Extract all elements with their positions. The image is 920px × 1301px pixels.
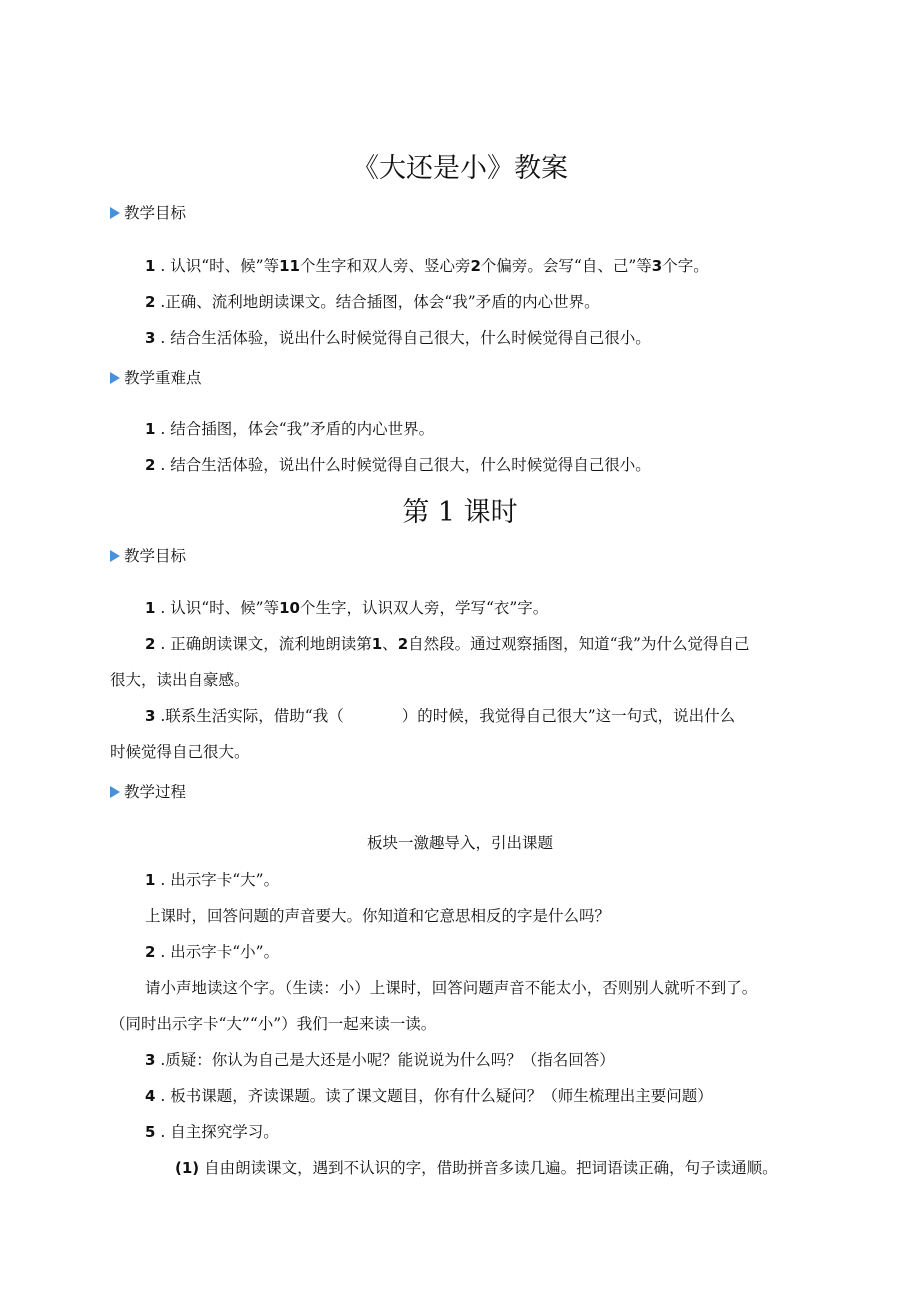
keypoint-text: . 结合插图，体会“我”矛盾的内心世界。 — [155, 420, 435, 438]
goal-text: 个字。 — [662, 257, 709, 275]
list-number: 2 — [145, 943, 156, 961]
inline-number: 10 — [279, 599, 300, 617]
lesson-goal-item-1 — [145, 597, 548, 619]
process-step-4 — [145, 1085, 713, 1107]
list-number: 2 — [145, 635, 156, 653]
section-heading-process — [110, 781, 186, 803]
keypoint-item-1 — [145, 418, 434, 440]
goal-text: . 认识“时、候”等 — [155, 257, 280, 275]
process-step-1 — [145, 869, 279, 891]
goal-item-2 — [145, 291, 600, 313]
triangle-bullet-icon — [110, 786, 120, 798]
list-number: 3 — [145, 1051, 156, 1069]
goal-text: 个偏旁。会写“自、己”等 — [480, 257, 652, 275]
list-number: 1 — [145, 599, 156, 617]
list-number: 4 — [145, 1087, 156, 1105]
step-text: . 出示字卡“小”。 — [155, 943, 280, 961]
section-heading-keypoints — [110, 367, 202, 389]
lesson-goal-item-2 — [145, 633, 749, 655]
process-step-2-body: 请小声地读这个字。（生读：小）上课时，回答问题声音不能太小，否则别人就听不到了。 — [145, 979, 758, 997]
goal-text: 个生字，认识双人旁，学写“衣”字。 — [299, 599, 549, 617]
process-step-2 — [145, 941, 279, 963]
keypoint-item-2 — [145, 454, 651, 476]
goal-text: . 认识“时、候”等 — [155, 599, 280, 617]
inline-number: 3 — [651, 257, 663, 275]
goal-text: .联系生活实际，借助“我（ — [155, 707, 344, 725]
list-number: (1) — [175, 1159, 200, 1177]
lesson-goal-item-3-continuation: 时候觉得自己很大。 — [110, 743, 250, 761]
triangle-bullet-icon — [110, 550, 120, 562]
step-text: .质疑：你认为自己是大还是小呢？能说说为什么吗？（指名回答） — [155, 1051, 615, 1069]
lesson-title: 第 1 课时 — [402, 497, 518, 528]
goal-text: 自然段。通过观察插图，知道“我”为什么觉得自己 — [408, 635, 750, 653]
goal-text: ）的时候，我觉得自己很大”这一句式，说出什么 — [401, 707, 736, 725]
list-number: 3 — [145, 329, 156, 347]
process-step-5 — [145, 1121, 279, 1143]
inline-number: 2 — [397, 635, 409, 653]
goal-text: 、 — [382, 635, 398, 653]
section-heading-label: 教学目标 — [124, 547, 187, 565]
process-substep-1 — [175, 1157, 778, 1179]
list-number: 1 — [145, 871, 156, 889]
section-heading-label: 教学过程 — [124, 783, 187, 801]
process-step-1-body: 上课时，回答问题的声音要大。你知道和它意思相反的字是什么吗？ — [145, 907, 611, 925]
step-text: . 自主探究学习。 — [155, 1123, 279, 1141]
inline-number: 11 — [279, 257, 300, 275]
step-text: . 出示字卡“大”。 — [155, 871, 280, 889]
list-number: 3 — [145, 707, 156, 725]
section-heading-goals — [110, 202, 186, 224]
list-number: 2 — [145, 293, 156, 311]
section-heading-goals-lesson — [110, 545, 186, 567]
inline-number: 2 — [470, 257, 481, 275]
document-title: 《大还是小》教案 — [352, 153, 568, 184]
inline-number: 1 — [371, 635, 383, 653]
goal-text: 个生字和双人旁、竖心旁 — [299, 257, 471, 275]
goal-item-3 — [145, 327, 651, 349]
triangle-bullet-icon — [110, 207, 120, 219]
list-number: 2 — [145, 456, 156, 474]
process-step-3 — [145, 1049, 615, 1071]
goal-text: .正确、流利地朗读课文。结合插图，体会“我”矛盾的内心世界。 — [155, 293, 600, 311]
section-heading-label: 教学重难点 — [124, 369, 202, 387]
goal-text: . 结合生活体验，说出什么时候觉得自己很大，什么时候觉得自己很小。 — [155, 329, 651, 347]
list-number: 1 — [145, 257, 156, 275]
keypoint-text: . 结合生活体验，说出什么时候觉得自己很大，什么时候觉得自己很小。 — [155, 456, 651, 474]
lesson-goal-item-2-continuation: 很大，读出自豪感。 — [110, 671, 250, 689]
list-number: 1 — [145, 420, 156, 438]
list-number: 5 — [145, 1123, 156, 1141]
goal-item-1 — [145, 255, 709, 277]
block-heading: 板块一激趣导入，引出课题 — [366, 834, 553, 852]
process-step-2-body-continuation: （同时出示字卡“大”“小”）我们一起来读一读。 — [110, 1015, 437, 1033]
step-text: . 板书课题，齐读课题。读了课文题目，你有什么疑问？（师生梳理出主要问题） — [155, 1087, 713, 1105]
step-text: 自由朗读课文，遇到不认识的字，借助拼音多读几遍。把词语读正确，句子读通顺。 — [199, 1159, 778, 1177]
goal-text: . 正确朗读课文，流利地朗读第 — [155, 635, 372, 653]
section-heading-label: 教学目标 — [124, 204, 187, 222]
triangle-bullet-icon — [110, 372, 120, 384]
lesson-goal-item-3 — [145, 705, 735, 727]
